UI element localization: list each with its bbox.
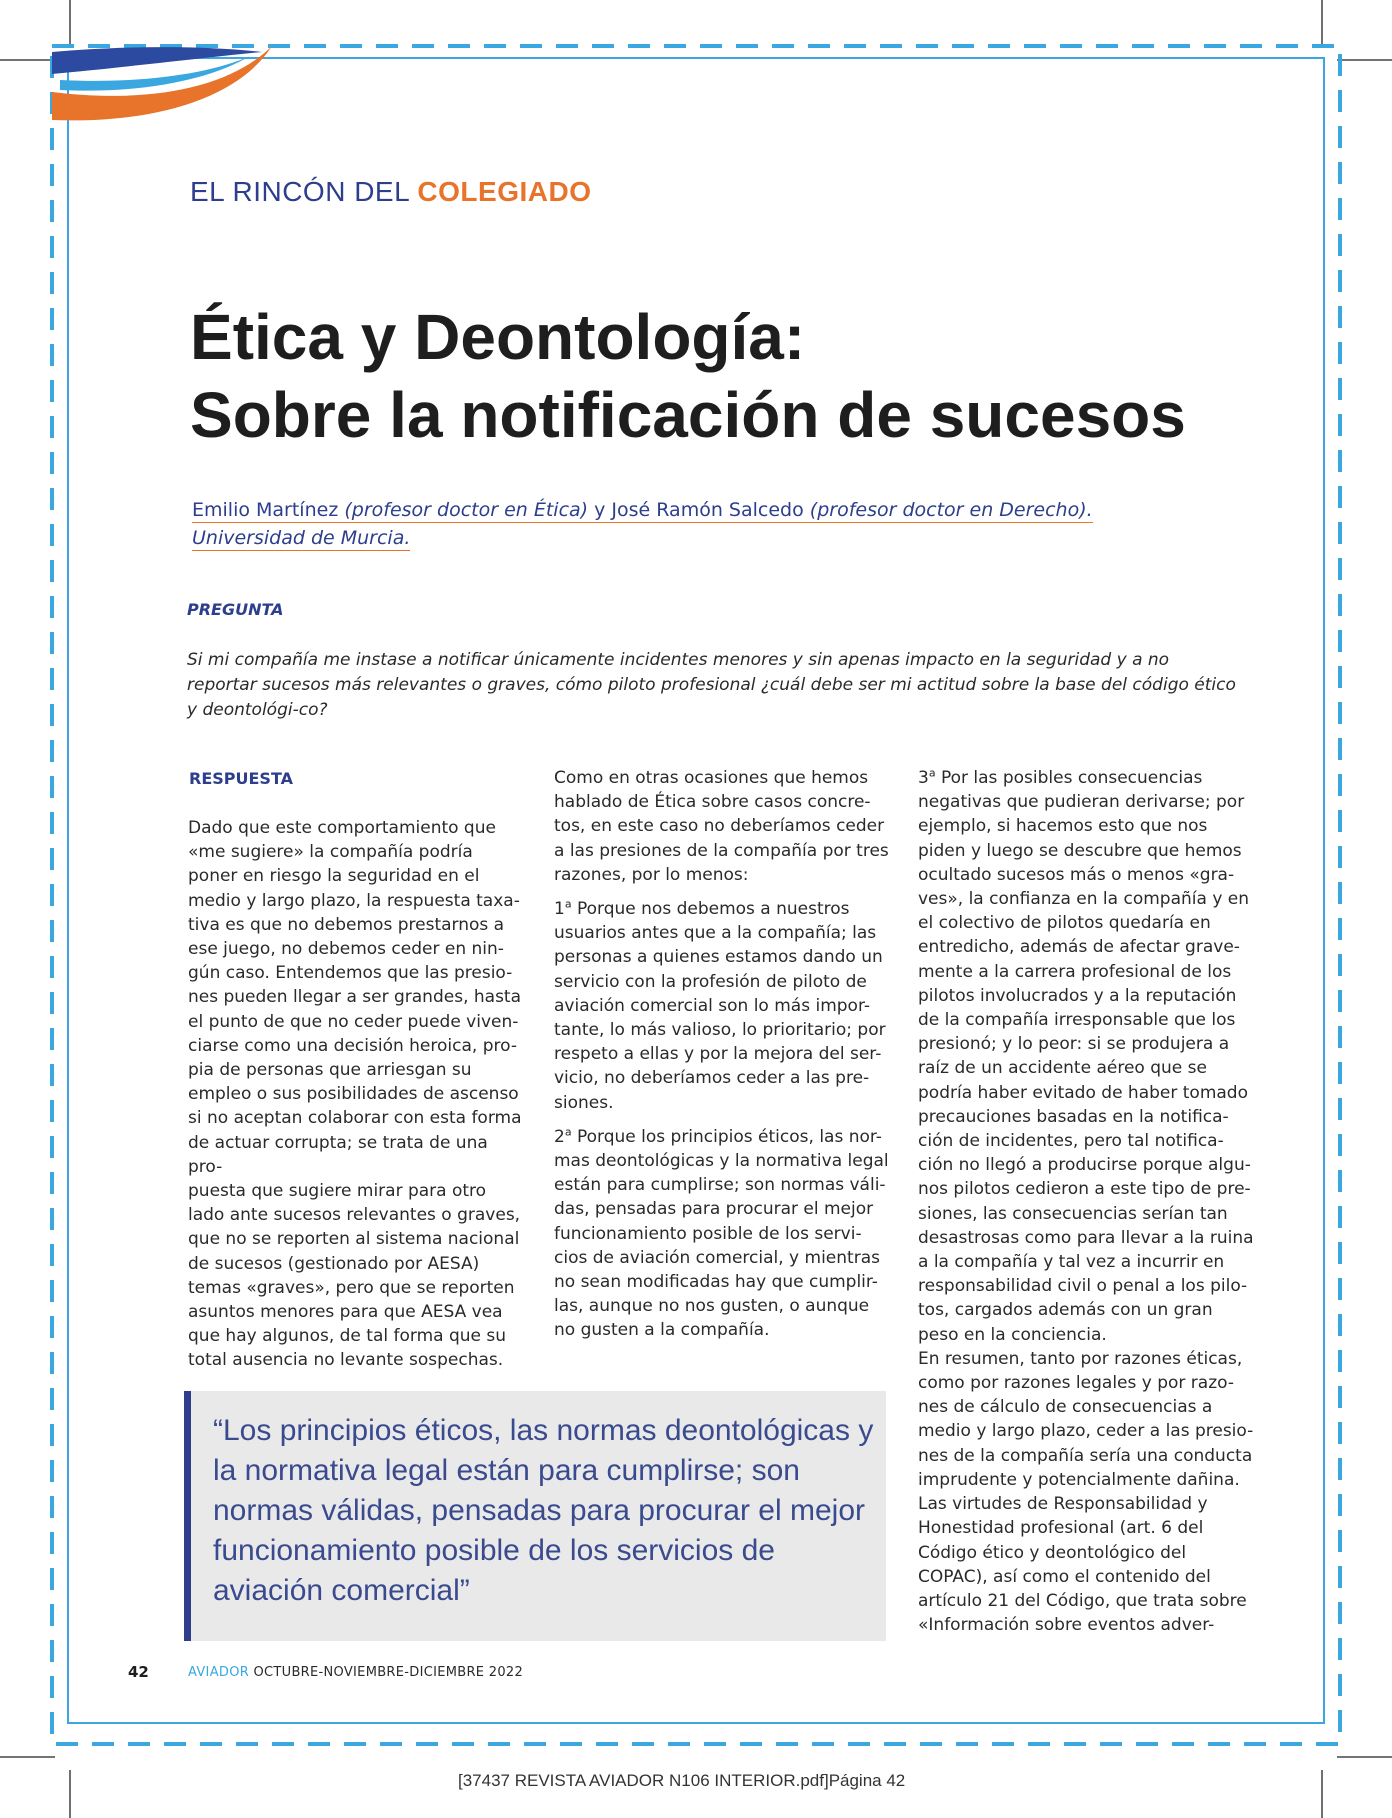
authors-line-1: [192, 499, 1093, 523]
author-2: José Ramón Salcedo: [611, 499, 804, 521]
section-highlight: COLEGIADO: [417, 176, 592, 207]
section-label: [190, 176, 591, 208]
answer-intro: Como en otras ocasiones que hemos hablado de Ética sobre casos concre- tos, en este caso no deberíamos ceder a las presiones de la compañía por tres razones, por lo menos:: [554, 768, 889, 885]
question-text: Si mi compañía me instase a notificar únicamente incidentes menores y sin apenas impacto en la seguridad y a no reportar sucesos más relevantes o graves, cómo piloto profesional ¿cuál debe ser mi actitud sobre la base del código ético y deontológi-co?: [187, 650, 1236, 720]
title-line-1: Ética y Deontología:: [190, 301, 806, 373]
page-number: 42: [128, 1663, 149, 1681]
reason-3-ordinal: a: [928, 766, 936, 780]
pullquote-box: [184, 1391, 886, 1641]
reason-1-ordinal: a: [564, 897, 572, 911]
affiliation: [192, 527, 410, 551]
issue-date: OCTUBRE-NOVIEMBRE-DICIEMBRE 2022: [253, 1665, 524, 1680]
reason-1-text: Porque nos debemos a nuestros usuarios antes que a la compañía; las personas a quienes estamos dando un servicio con la profesión de piloto de aviación comercial son lo más impor- tante, lo más valioso, lo prioritario; por respeto a ellas y por la mejora del ser- vicio, no deberíamos ceder a las pre- siones.: [554, 899, 886, 1113]
author-1-role: (profesor doctor en Ética): [344, 499, 589, 521]
article-title: [190, 298, 1290, 454]
section-prefix: EL RINCÓN DEL: [190, 176, 410, 207]
affiliation-text: Universidad de Murcia.: [192, 527, 411, 549]
answer-paragraph-1: Dado que este comportamiento que «me sugiere» la compañía podría poner en riesgo la seguridad en el medio y largo plazo, la respuesta taxa- tiva es que no debemos prestarnos a ese juego, no debemos ceder en nin- gún caso. Entendemos que las presio- nes pueden llegar a ser grandes, hasta el punto de que no ceder puede viven- ciarse como una decisión heroica, pro- pia de personas que arriesgan su empleo o sus posibilidades de ascenso si no aceptan colaborar con esta forma de actuar corrupta; se trata de una pro- puesta que sugiere mirar para otro lado ante sucesos relevantes o graves, que no se reporten al sistema nacional de sucesos (gestionado por AESA) temas «graves», pero que se reporten asuntos menores para que AESA vea que hay algunos, de tal forma que su total ausencia no levante sospechas.: [188, 818, 522, 1371]
reason-1-number: 1: [554, 899, 565, 920]
reason-2-text: Porque los principios éticos, las nor- mas deontológicas y la normativa legal están para cumplirse; son normas váli- das, pensadas para procurar el mejor funcionamiento posible de los servi- cios de aviación comercial, y mientras no sean modificadas hay que cumplir- las, aunque no nos gusten, o aunque no gusten a la compañía.: [554, 1126, 889, 1341]
footer-magazine: [188, 1665, 523, 1680]
reason-3-text: Por las posibles consecuencias negativas que pudieran derivarse; por ejemplo, si hacemos esto que nos piden y luego se descubre que hemos ocultado sucesos más o menos «gra- ves», la confianza en la compañía y en el colectivo de pilotos quedaría en entredicho, además de afectar grave- mente a la carrera profesional de los pilotos involucrados y a la reputación de la compañía irresponsable que los presionó; y lo peor: si se produjera a raíz de un accidente aéreo que se podría haber evitado de haber tomado precauciones basadas en la notifica- ción de incidentes, pero tal notifica- ción no llegó a producirse porque algu- nos pilotos cedieron a este tipo de pre- siones, las consecuencias serían tan desastrosas como para llevar a la ruina a la compañía y tal vez a incurrir en responsabilidad civil o penal a los pilo- tos, cargados además con un gran peso en la conciencia.: [918, 768, 1254, 1345]
file-label: [37437 REVISTA AVIADOR N106 INTERIOR.pdf]Página 42: [458, 1771, 906, 1790]
reason-2-number: 2: [554, 1126, 565, 1147]
summary-paragraph: En resumen, tanto por razones éticas, como por razones legales y por razo- nes de cálculo de consecuencias a medio y largo plazo, ceder a las presio- nes de la compañía sería una conducta imprudente y potencialmente dañina. Las virtudes de Responsabilidad y Honestidad profesional (art. 6 del Código ético y deontológico del COPAC), así como el contenido del artículo 21 del Código, que trata sobre «Información sobre eventos adver-: [918, 1348, 1254, 1636]
answer-column-2: [554, 766, 894, 1343]
reason-3: [918, 766, 1258, 1347]
answer-label: RESPUESTA: [189, 769, 293, 788]
title-line-2: Sobre la notificación de sucesos: [190, 379, 1186, 451]
reason-1: [554, 897, 894, 1115]
pullquote-text: “Los principios éticos, las normas deontológicas y la normativa legal están para cumplirse; son normas válidas, pensadas para procurar el mejor funcionamiento posible de los servicios de aviación comercial”: [213, 1414, 874, 1607]
reason-3-number: 3: [918, 768, 929, 788]
reason-2: [554, 1125, 894, 1343]
answer-column-1: [188, 816, 523, 1373]
reason-2-ordinal: a: [564, 1125, 572, 1139]
authors-byline: [192, 496, 1192, 552]
question-label: PREGUNTA: [187, 600, 284, 619]
magazine-name: AVIADOR: [188, 1665, 250, 1680]
author-1: Emilio Martínez: [192, 499, 339, 521]
author-2-role: (profesor doctor en Derecho).: [809, 499, 1093, 521]
answer-column-3: [918, 766, 1258, 1637]
authors-conjunction: y: [594, 499, 606, 521]
